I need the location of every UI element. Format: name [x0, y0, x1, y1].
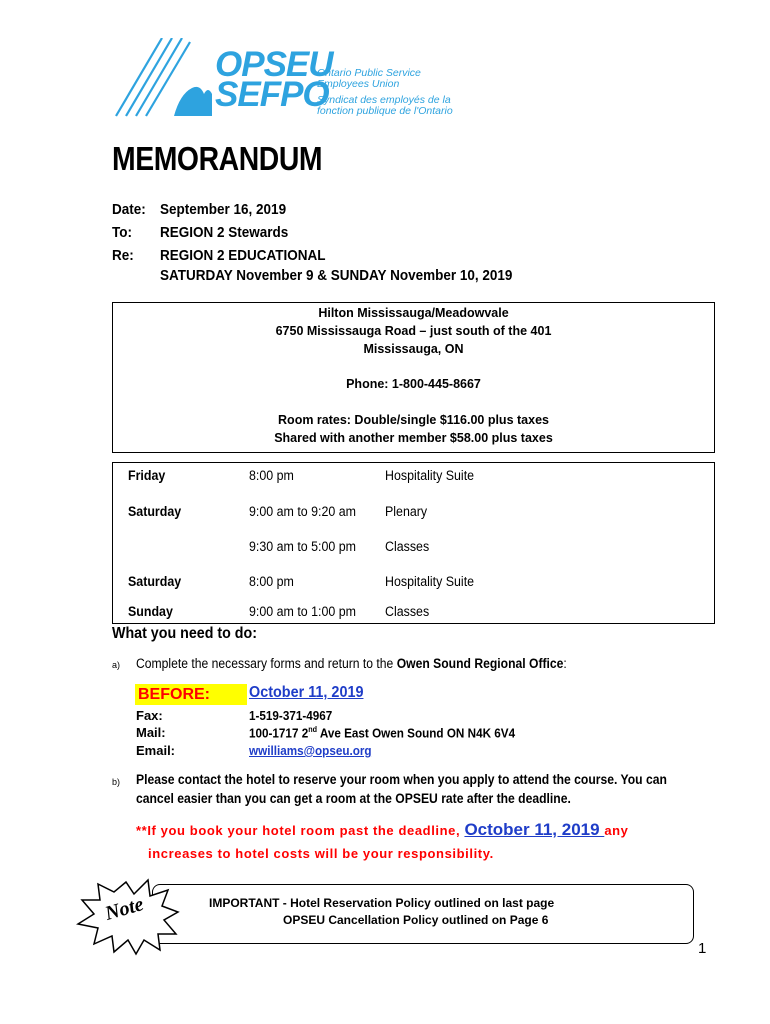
item-a-text-end: : — [563, 656, 567, 671]
schedule-row-2-activity: Plenary — [385, 504, 428, 519]
todo-heading: What you need to do: — [112, 625, 257, 642]
schedule-row-1-activity: Hospitality Suite — [385, 468, 475, 483]
schedule-row-4-activity: Hospitality Suite — [385, 574, 475, 589]
note-badge-text: Note — [102, 893, 147, 925]
mail-value — [249, 725, 515, 740]
schedule-row-1-day: Friday — [128, 468, 166, 483]
re-value-line1: REGION 2 EDUCATIONAL — [160, 247, 326, 264]
item-b-text-line1: Please contact the hotel to reserve your room when you apply to attend the course. You can — [136, 772, 667, 787]
warning-date: October 11, 2019 — [464, 820, 605, 839]
warning-line1 — [136, 820, 629, 840]
to-value: REGION 2 Stewards — [160, 224, 289, 241]
logo-tagline-fr-1: Syndicat des employés de la — [317, 94, 451, 106]
schedule-row-1-time: 8:00 pm — [249, 468, 294, 483]
schedule-row-5-day: Sunday — [128, 604, 173, 619]
mail-value-sup: nd — [308, 725, 318, 734]
mail-value-end: Ave East Owen Sound ON N4K 6V4 — [317, 725, 516, 741]
re-label: Re: — [112, 247, 134, 264]
schedule-row-2-day: Saturday — [128, 504, 182, 519]
important-line2: OPSEU Cancellation Policy outlined on Page 6 — [283, 913, 549, 927]
venue-phone: Phone: 1-800-445-8667 — [346, 377, 481, 391]
logo-tagline-en-1: Ontario Public Service — [317, 67, 421, 79]
item-a-text-start: Complete the necessary forms and return to the — [136, 656, 397, 671]
warning-suffix: any — [604, 823, 629, 838]
logo-opseu-text: OPSEU — [215, 45, 333, 84]
logo-sefpo-text: SEFPO — [215, 75, 329, 114]
schedule-row-4-time: 8:00 pm — [249, 574, 294, 589]
schedule-box — [112, 462, 715, 624]
logo-stripes-icon — [112, 38, 212, 118]
logo-tagline-fr-2: fonction publique de l'Ontario — [317, 105, 453, 117]
date-label: Date: — [112, 201, 146, 218]
schedule-row-5-activity: Classes — [385, 604, 430, 619]
warning-prefix: **If you book your hotel room past the deadline, — [136, 823, 465, 838]
page-number: 1 — [698, 940, 707, 957]
re-value-line2: SATURDAY November 9 & SUNDAY November 10, 2019 — [160, 267, 513, 284]
logo-tagline-en-2: Employees Union — [317, 78, 400, 90]
email-label: Email: — [136, 743, 176, 758]
opseu-logo — [112, 38, 482, 130]
to-label: To: — [112, 224, 132, 241]
venue-box — [112, 302, 715, 453]
fax-label: Fax: — [136, 708, 163, 723]
item-a-text — [136, 656, 567, 671]
important-line1: IMPORTANT - Hotel Reservation Policy outlined on last page — [209, 896, 555, 910]
venue-city: Mississauga, ON — [363, 342, 464, 356]
important-box — [152, 884, 694, 944]
memo-title: MEMORANDUM — [112, 140, 323, 177]
venue-address: 6750 Mississauga Road – just south of the 401 — [275, 324, 552, 338]
schedule-row-3-activity: Classes — [385, 539, 430, 554]
item-b-marker: b) — [112, 777, 121, 787]
item-b-text-line2: cancel easier than you can get a room at the OPSEU rate after the deadline. — [136, 791, 571, 806]
venue-rate-double: Room rates: Double/single $116.00 plus taxes — [278, 413, 549, 427]
mail-value-start: 100-1717 2 — [249, 725, 309, 741]
deadline-date: October 11, 2019 — [249, 684, 364, 701]
warning-line2: increases to hotel costs will be your responsibility. — [148, 846, 494, 861]
date-value: September 16, 2019 — [160, 201, 287, 218]
schedule-row-3-time: 9:30 am to 5:00 pm — [249, 539, 357, 554]
item-a-marker: a) — [112, 660, 121, 670]
email-link[interactable]: wwilliams@opseu.org — [249, 743, 372, 758]
venue-rate-shared: Shared with another member $58.00 plus taxes — [274, 431, 553, 445]
schedule-row-2-time: 9:00 am to 9:20 am — [249, 504, 357, 519]
mail-label: Mail: — [136, 725, 166, 740]
owen-sound-office: Owen Sound Regional Office — [396, 656, 564, 671]
schedule-row-5-time: 9:00 am to 1:00 pm — [249, 604, 357, 619]
fax-value: 1-519-371-4967 — [249, 708, 333, 723]
schedule-row-4-day: Saturday — [128, 574, 182, 589]
venue-name: Hilton Mississauga/Meadowvale — [318, 306, 509, 320]
before-label: BEFORE: — [135, 684, 247, 705]
email-value[interactable] — [249, 743, 372, 758]
